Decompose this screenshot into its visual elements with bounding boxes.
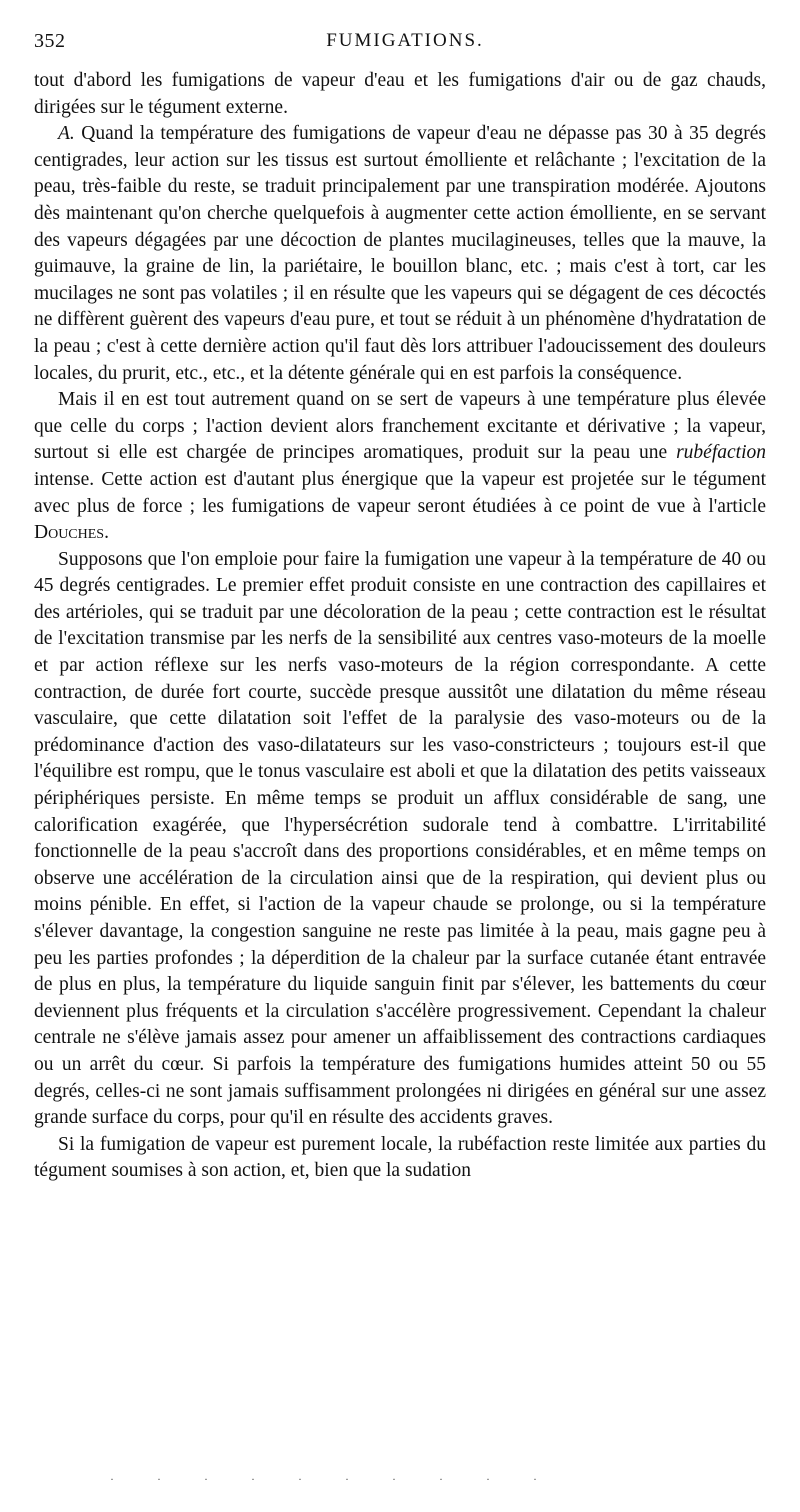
- paragraph-text: Mais il en est tout autrement quand on se sert de vapeurs à une température plus élevée que celle du corps ; l'action devient alors franchement excitante et dérivative ; la vapeur, surtout si elle est chargée de principes aromatiques, produit sur la peau une: [34, 389, 766, 464]
- paragraph-continuation: tout d'abord les fumigations de vapeur d'eau et les fumigations d'air ou de gaz chauds, dirigées sur le tégument externe.: [34, 70, 766, 118]
- page-noise-dots: · · · · · · · · · ·: [110, 1472, 557, 1486]
- section-marker: A.: [58, 123, 75, 145]
- paragraph-physiology: Supposons que l'on emploie pour faire la fumigation une vapeur à la température de 40 ou 45 degrés centigrades. Le premier effet produit consiste en une contraction des capillaires et des artérioles, qui se traduit par une décoloration de la peau ; cette contraction est le résultat de l'excitation transmise par les nerfs de la sensibilité aux centres vaso-moteurs de la moelle et par action réflexe sur les nerfs vaso-moteurs de la région correspondante. A cette contraction, de durée fort courte, succède presque aussitôt une dilatation du même réseau vasculaire, que cette dilatation soit l'effet de la paralysie des vaso-moteurs ou de la prédominance d'action des vaso-dilatateurs sur les vaso-constricteurs ; toujours est-il que l'équilibre est rompu, que le tonus vasculaire est aboli et que la dilatation des petits vaisseaux périphériques persiste. En même temps se produit un afflux considérable de sang, une calorification exagérée, que l'hypersécrétion sudorale tend à combattre. L'irritabilité fonctionnelle de la peau s'accroît dans des proportions considérables, et en même temps on observe une accélération de la circulation ainsi que de la respiration, qui devient plus ou moins pénible. En effet, si l'action de la vapeur chaude se prolonge, ou si la température s'élever davantage, la congestion sanguine ne reste pas limitée à la peau, mais gagne peu à peu les parties profondes ; la déperdition de la chaleur par la surface cutanée étant entravée de plus en plus, la température du liquide sanguin finit par s'élever, les battements du cœur deviennent plus fréquents et la circulation s'accélère progressivement. Cependant la chaleur centrale ne s'élève jamais assez pour amener un affaiblissement des contractions cardiaques ou un arrêt du cœur. Si parfois la température des fumigations humides atteint 50 ou 55 degrés, celles-ci ne sont jamais suffisamment prolongées ni dirigées en général sur une assez grande surface du corps, pour qu'il en résulte des accidents graves.: [34, 548, 766, 1129]
- page-header: [34, 30, 766, 58]
- emphasis-term: rubéfaction: [676, 442, 766, 464]
- paragraph-local-fumigation: Si la fumigation de vapeur est purement locale, la rubéfaction reste limitée aux parties du tégument soumises à son action, et, bien que la sudation: [34, 1133, 766, 1182]
- paragraph-text: .: [104, 522, 109, 544]
- paragraph-section-a: [34, 121, 766, 387]
- page-number: 352: [34, 30, 66, 52]
- paragraph-high-temperature: [34, 387, 766, 547]
- running-title: FUMIGATIONS.: [326, 30, 484, 51]
- paragraph-text: intense. Cette action est d'autant plus énergique que la vapeur est projetée sur le tégument avec plus de force ; les fumigations de vapeur seront étudiées à ce point de vue à l'article: [34, 468, 766, 517]
- paragraph-text: Quand la température des fumigations de vapeur d'eau ne dépasse pas 30 à 35 degrés centigrades, leur action sur les tissus est surtout émolliente et relâchante ; l'excitation de la peau, très-faible du reste, se traduit principalement par une transpiration modérée. Ajoutons dès maintenant qu'on cherche quelquefois à augmenter cette action émolliente, en se servant des vapeurs dégagées par une décoction de plantes mucilagineuses, telles que la mauve, la guimauve, la graine de lin, la pariétaire, le bouillon blanc, etc. ; mais c'est à tort, car les mucilages ne sont pas volatiles ; il en résulte que les vapeurs qui se dégagent de ces décoctés ne diffèrent guèrent des vapeurs d'eau pure, et tout se réduit à un phénomène d'hydratation de la peau ; c'est à cette dernière action qu'il faut dès lors attribuer l'adoucissement des douleurs locales, du prurit, etc., etc., et la détente générale qui en est parfois la conséquence.: [34, 123, 766, 384]
- body-text: [34, 68, 766, 1185]
- cross-reference: Douches: [34, 522, 105, 544]
